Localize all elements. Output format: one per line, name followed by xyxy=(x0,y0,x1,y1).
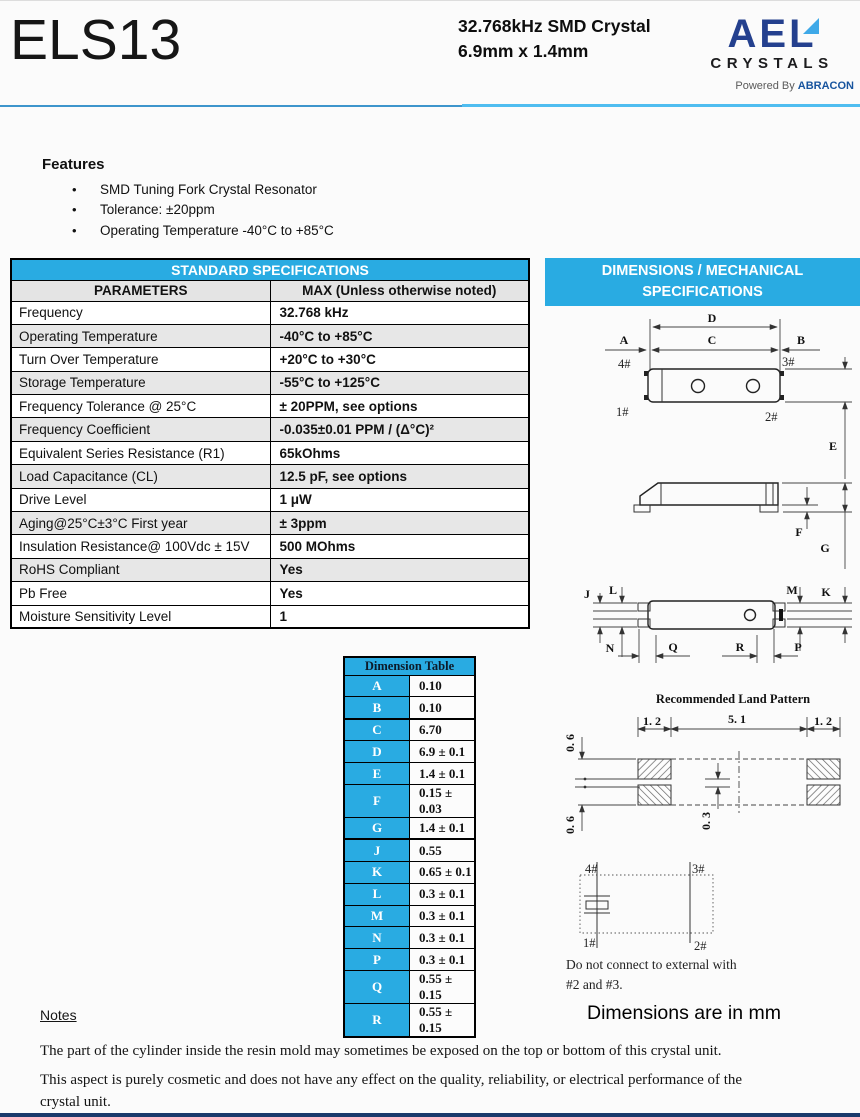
powered-by-abracon: Powered By ABRACON xyxy=(735,80,854,92)
table-row: F 0.15 ± 0.03 xyxy=(344,784,475,817)
land-dim-right: 1. 2 xyxy=(814,714,832,728)
schematic-pin1-label: 1# xyxy=(583,936,596,950)
note-paragraph: This aspect is purely cosmetic and does not have any effect on the quality, reliability, or electrical performance of the crystal unit. xyxy=(40,1072,743,1110)
pin3-label: 3# xyxy=(782,355,795,369)
col-header-parameters: PARAMETERS xyxy=(11,280,270,301)
standard-specifications-table xyxy=(10,258,530,629)
dim-label-m: M xyxy=(786,583,798,597)
table-row: Q 0.55 ± 0.15 xyxy=(344,971,475,1004)
subtitle-line2: 6.9mm x 1.4mm xyxy=(458,41,589,61)
land-dim-top-height: 0. 6 xyxy=(563,734,577,752)
logo-crystals-text: CRYSTALS xyxy=(710,55,834,72)
dimension-table-title: Dimension Table xyxy=(344,657,475,675)
table-row: Load Capacitance (CL) 12.5 pF, see options xyxy=(11,465,529,488)
dim-label-k: K xyxy=(821,585,831,599)
dim-label-l: L xyxy=(608,583,618,597)
pin2-label: 2# xyxy=(765,410,778,424)
spec-table-title: STANDARD SPECIFICATIONS xyxy=(11,259,529,280)
header-rule-right xyxy=(462,104,860,107)
dimensions-title-line2: SPECIFICATIONS xyxy=(642,284,763,300)
features-title: Features xyxy=(42,156,105,173)
footer-bar xyxy=(0,1113,860,1117)
land-dim-gap: 0. 3 xyxy=(699,812,713,830)
table-row: Storage Temperature -55°C to +125°C xyxy=(11,371,529,394)
table-row: Frequency 32.768 kHz xyxy=(11,301,529,324)
table-row: Frequency Tolerance @ 25°C ± 20PPM, see options xyxy=(11,395,529,418)
table-row: L 0.3 ± 0.1 xyxy=(344,883,475,905)
dim-label-q: Q xyxy=(668,640,678,654)
table-row: Equivalent Series Resistance (R1) 65kOhms xyxy=(11,441,529,464)
table-row: Insulation Resistance@ 100Vdc ± 15V 500 MOhms xyxy=(11,535,529,558)
dimensions-title-line1: DIMENSIONS / MECHANICAL xyxy=(601,263,804,279)
pin4-label: 4# xyxy=(618,357,631,371)
side-view-drawing xyxy=(634,483,852,569)
schematic-note-line1: Do not connect to external with xyxy=(566,957,737,972)
schematic-pin4-label: 4# xyxy=(585,862,598,876)
table-row: E 1.4 ± 0.1 xyxy=(344,763,475,785)
features-section xyxy=(42,156,334,241)
dimensions-panel-header xyxy=(545,258,860,306)
table-row: P 0.3 ± 0.1 xyxy=(344,949,475,971)
table-row: K 0.65 ± 0.1 xyxy=(344,861,475,883)
land-pattern-title: Recommended Land Pattern xyxy=(655,692,811,706)
spec-table-title-row xyxy=(11,259,529,280)
spec-table-header-row xyxy=(11,280,529,301)
table-row: N 0.3 ± 0.1 xyxy=(344,927,475,949)
table-row: Operating Temperature -40°C to +85°C xyxy=(11,324,529,347)
table-row: Turn Over Temperature +20°C to +30°C xyxy=(11,348,529,371)
dimension-table-title-row xyxy=(344,657,475,675)
table-row: Frequency Coefficient -0.035±0.01 PPM / (Δ°C)² xyxy=(11,418,529,441)
dim-label-g: G xyxy=(820,541,830,555)
logo-ael-text: AEL xyxy=(727,12,817,56)
bottom-view-drawing xyxy=(584,583,852,663)
dim-label-f: F xyxy=(795,525,803,539)
dim-label-a: A xyxy=(619,333,629,347)
table-row: B 0.10 xyxy=(344,697,475,719)
feature-item: • SMD Tuning Fork Crystal Resonator xyxy=(42,180,334,200)
schematic-note-line2: #2 and #3. xyxy=(566,977,623,992)
table-row: G 1.4 ± 0.1 xyxy=(344,817,475,839)
feature-item: • Operating Temperature -40°C to +85°C xyxy=(42,221,334,241)
col-header-max: MAX (Unless otherwise noted) xyxy=(270,280,529,301)
table-row: M 0.3 ± 0.1 xyxy=(344,905,475,927)
schematic-note xyxy=(566,955,737,995)
dim-label-b: B xyxy=(796,333,806,347)
table-row: C 6.70 xyxy=(344,719,475,741)
units-note: Dimensions are in mm xyxy=(587,1002,781,1024)
schematic-pin2-label: 2# xyxy=(694,939,707,953)
dim-label-r: R xyxy=(735,640,745,654)
top-view-drawing xyxy=(605,311,852,479)
land-dim-bottom-height: 0. 6 xyxy=(563,816,577,834)
land-dim-left: 1. 2 xyxy=(643,714,661,728)
abracon-brand: ABRACON xyxy=(797,80,854,92)
note-paragraph: The part of the cylinder inside the resin mold may sometimes be exposed on the top or bottom of this crystal unit. xyxy=(40,1043,722,1059)
table-row: D 6.9 ± 0.1 xyxy=(344,741,475,763)
notes-title: Notes xyxy=(40,1007,77,1023)
table-row: A 0.10 xyxy=(344,675,475,697)
land-dim-center: 5. 1 xyxy=(728,712,746,726)
company-logo xyxy=(688,13,856,92)
feature-item: • Tolerance: ±20ppm xyxy=(42,200,334,220)
pin1-label: 1# xyxy=(616,405,629,419)
table-row: Drive Level 1 μW xyxy=(11,488,529,511)
dim-label-n: N xyxy=(605,641,615,655)
table-row: Pb Free Yes xyxy=(11,582,529,605)
table-row: Moisture Sensitivity Level 1 xyxy=(11,605,529,628)
logo-triangle-icon xyxy=(803,18,819,34)
table-row: R 0.55 ± 0.15 xyxy=(344,1004,475,1038)
dim-label-j: J xyxy=(584,587,590,601)
dimension-table xyxy=(343,656,476,1038)
schematic-pin3-label: 3# xyxy=(692,862,705,876)
mechanical-drawings xyxy=(545,305,860,1018)
page-title: ELS13 xyxy=(10,8,182,72)
table-row: RoHS Compliant Yes xyxy=(11,558,529,581)
dim-label-d: D xyxy=(707,311,717,325)
land-pattern-drawing xyxy=(563,692,840,834)
dim-label-c: C xyxy=(707,333,717,347)
table-row: J 0.55 xyxy=(344,839,475,861)
pin-schematic-drawing xyxy=(580,862,713,953)
dim-label-p: P xyxy=(794,640,802,654)
dim-label-e: E xyxy=(828,439,838,453)
subtitle-line1: 32.768kHz SMD Crystal xyxy=(458,16,651,36)
header-rule-left xyxy=(0,105,462,107)
product-subtitle xyxy=(458,14,651,64)
table-row: Aging@25°C±3°C First year ± 3ppm xyxy=(11,512,529,535)
